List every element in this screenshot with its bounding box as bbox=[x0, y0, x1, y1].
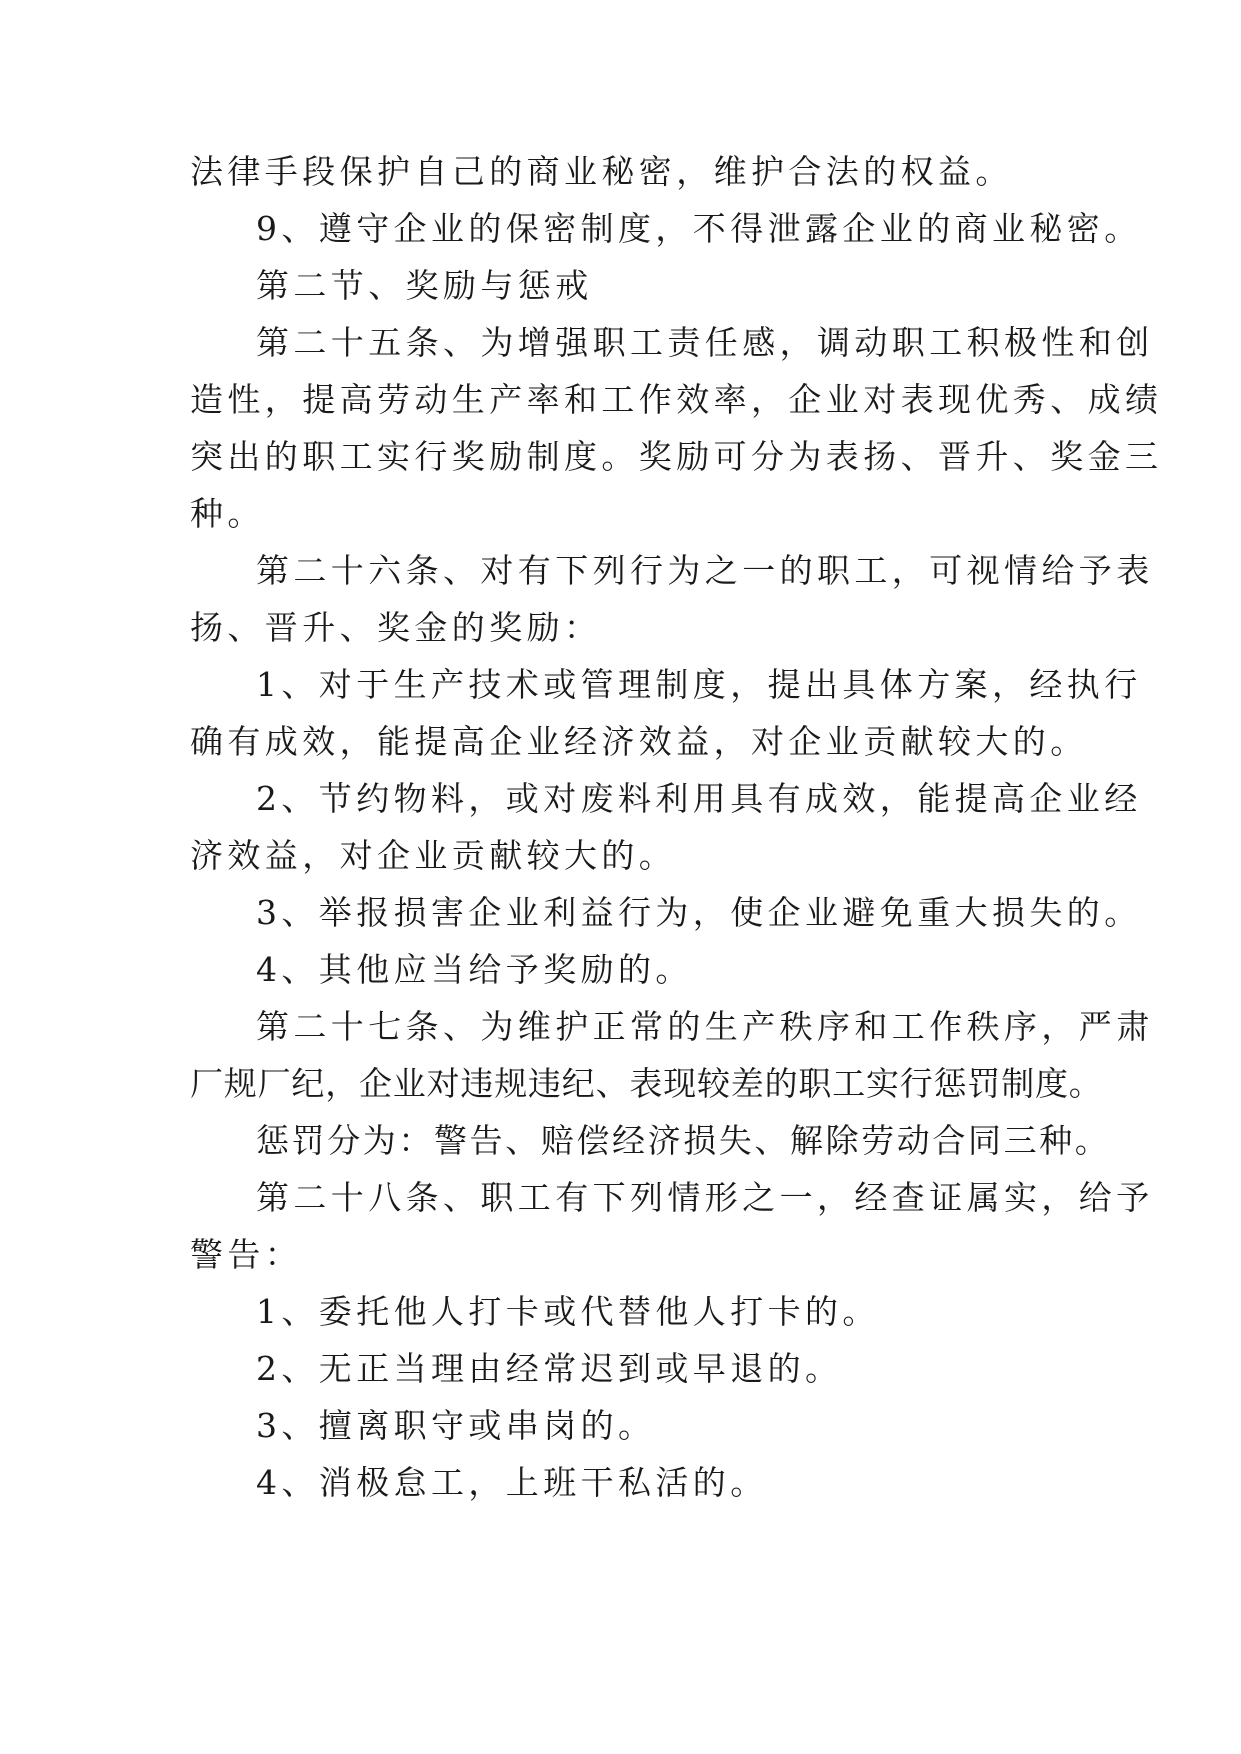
article-27-line-2: 厂规厂纪，企业对违规违纪、表现较差的职工实行惩罚制度。 bbox=[190, 1064, 1103, 1103]
article-27-line-1: 第二十七条、为维护正常的生产秩序和工作秩序，严肃 bbox=[256, 1007, 1154, 1046]
reward-item-2-line-2: 济效益，对企业贡献较大的。 bbox=[190, 836, 677, 875]
warning-item-3: 3、擅离职守或串岗的。 bbox=[256, 1406, 656, 1445]
article-25-line-4: 种。 bbox=[190, 494, 265, 533]
warning-item-1: 1、委托他人打卡或代替他人打卡的。 bbox=[256, 1292, 880, 1331]
article-28-line-2: 警告： bbox=[190, 1235, 303, 1274]
article-28-line-1: 第二十八条、职工有下列情形之一，经查证属实，给予 bbox=[256, 1178, 1154, 1217]
section-heading: 第二节、奖励与惩戒 bbox=[256, 266, 593, 305]
reward-item-1-line-2: 确有成效，能提高企业经济效益，对企业贡献较大的。 bbox=[190, 722, 1088, 761]
article-25-line-2: 造性，提高劳动生产率和工作效率，企业对表现优秀、成绩 bbox=[190, 380, 1163, 419]
article-26-line-1: 第二十六条、对有下列行为之一的职工，可视情给予表 bbox=[256, 551, 1154, 590]
warning-item-4: 4、消极怠工，上班干私活的。 bbox=[256, 1463, 768, 1502]
reward-item-2-line-1: 2、节约物料，或对废料利用具有成效，能提高企业经 bbox=[256, 779, 1142, 818]
text-line-2: 9、遵守企业的保密制度，不得泄露企业的商业秘密。 bbox=[256, 209, 1142, 248]
article-25-line-3: 突出的职工实行奖励制度。奖励可分为表扬、晋升、奖金三 bbox=[190, 437, 1163, 476]
article-26-line-2: 扬、晋升、奖金的奖励： bbox=[190, 608, 602, 647]
text-line-1: 法律手段保护自己的商业秘密，维护合法的权益。 bbox=[190, 152, 1013, 191]
reward-item-1-line-1: 1、对于生产技术或管理制度，提出具体方案，经执行 bbox=[256, 665, 1142, 704]
warning-item-2: 2、无正当理由经常迟到或早退的。 bbox=[256, 1349, 843, 1388]
article-25-line-1: 第二十五条、为增强职工责任感，调动职工积极性和创 bbox=[256, 323, 1154, 362]
punishment-types: 惩罚分为：警告、赔偿经济损失、解除劳动合同三种。 bbox=[256, 1121, 1111, 1160]
reward-item-3: 3、举报损害企业利益行为，使企业避免重大损失的。 bbox=[256, 893, 1142, 932]
reward-item-4: 4、其他应当给予奖励的。 bbox=[256, 950, 693, 989]
